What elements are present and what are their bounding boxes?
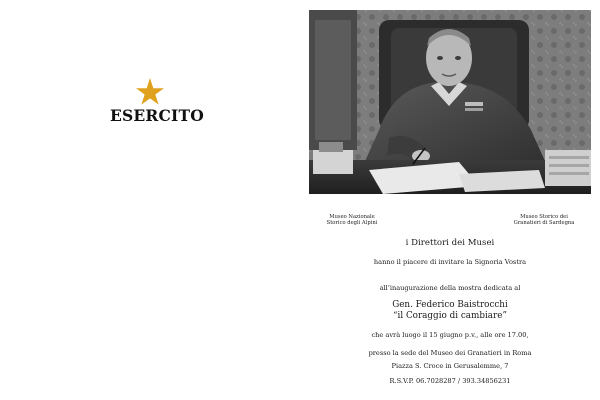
- directors-line: i Direttori dei Musei: [405, 238, 495, 248]
- venue-line-2: Piazza S. Croce in Gerusalemme, 7: [391, 362, 509, 370]
- caption-alpini-museum: [322, 214, 382, 227]
- historic-photo: [309, 10, 591, 194]
- honoree-name: Gen. Federico Baistrocchi: [392, 300, 508, 310]
- caption-line: Museo Nazionale: [329, 214, 375, 220]
- invite-line: hanno il piacere di invitare la Signoria Vostra: [373, 258, 527, 266]
- caption-granatieri-museum: [512, 214, 576, 227]
- exhibition-title: “il Coraggio di cambiare”: [393, 311, 507, 321]
- photo-general-at-desk-icon: [309, 10, 591, 194]
- logo-text: ESERCITO: [110, 106, 204, 125]
- esercito-logo: [110, 78, 204, 126]
- date-time-line: che avrà luogo il 15 giugno p.v., alle ore 17.00,: [371, 331, 529, 339]
- inauguration-line: all’inaugurazione della mostra dedicata al: [379, 284, 521, 292]
- venue-line-1: presso la sede del Museo dei Granatieri in Roma: [368, 349, 532, 357]
- rsvp-line: R.S.V.P. 06.7028287 / 393.34856231: [389, 377, 511, 385]
- star-icon: [136, 78, 164, 105]
- caption-line: Granatieri di Sardegna: [513, 220, 575, 227]
- caption-line: Storico degli Alpini: [326, 220, 378, 227]
- caption-line: Museo Storico dei: [520, 214, 568, 220]
